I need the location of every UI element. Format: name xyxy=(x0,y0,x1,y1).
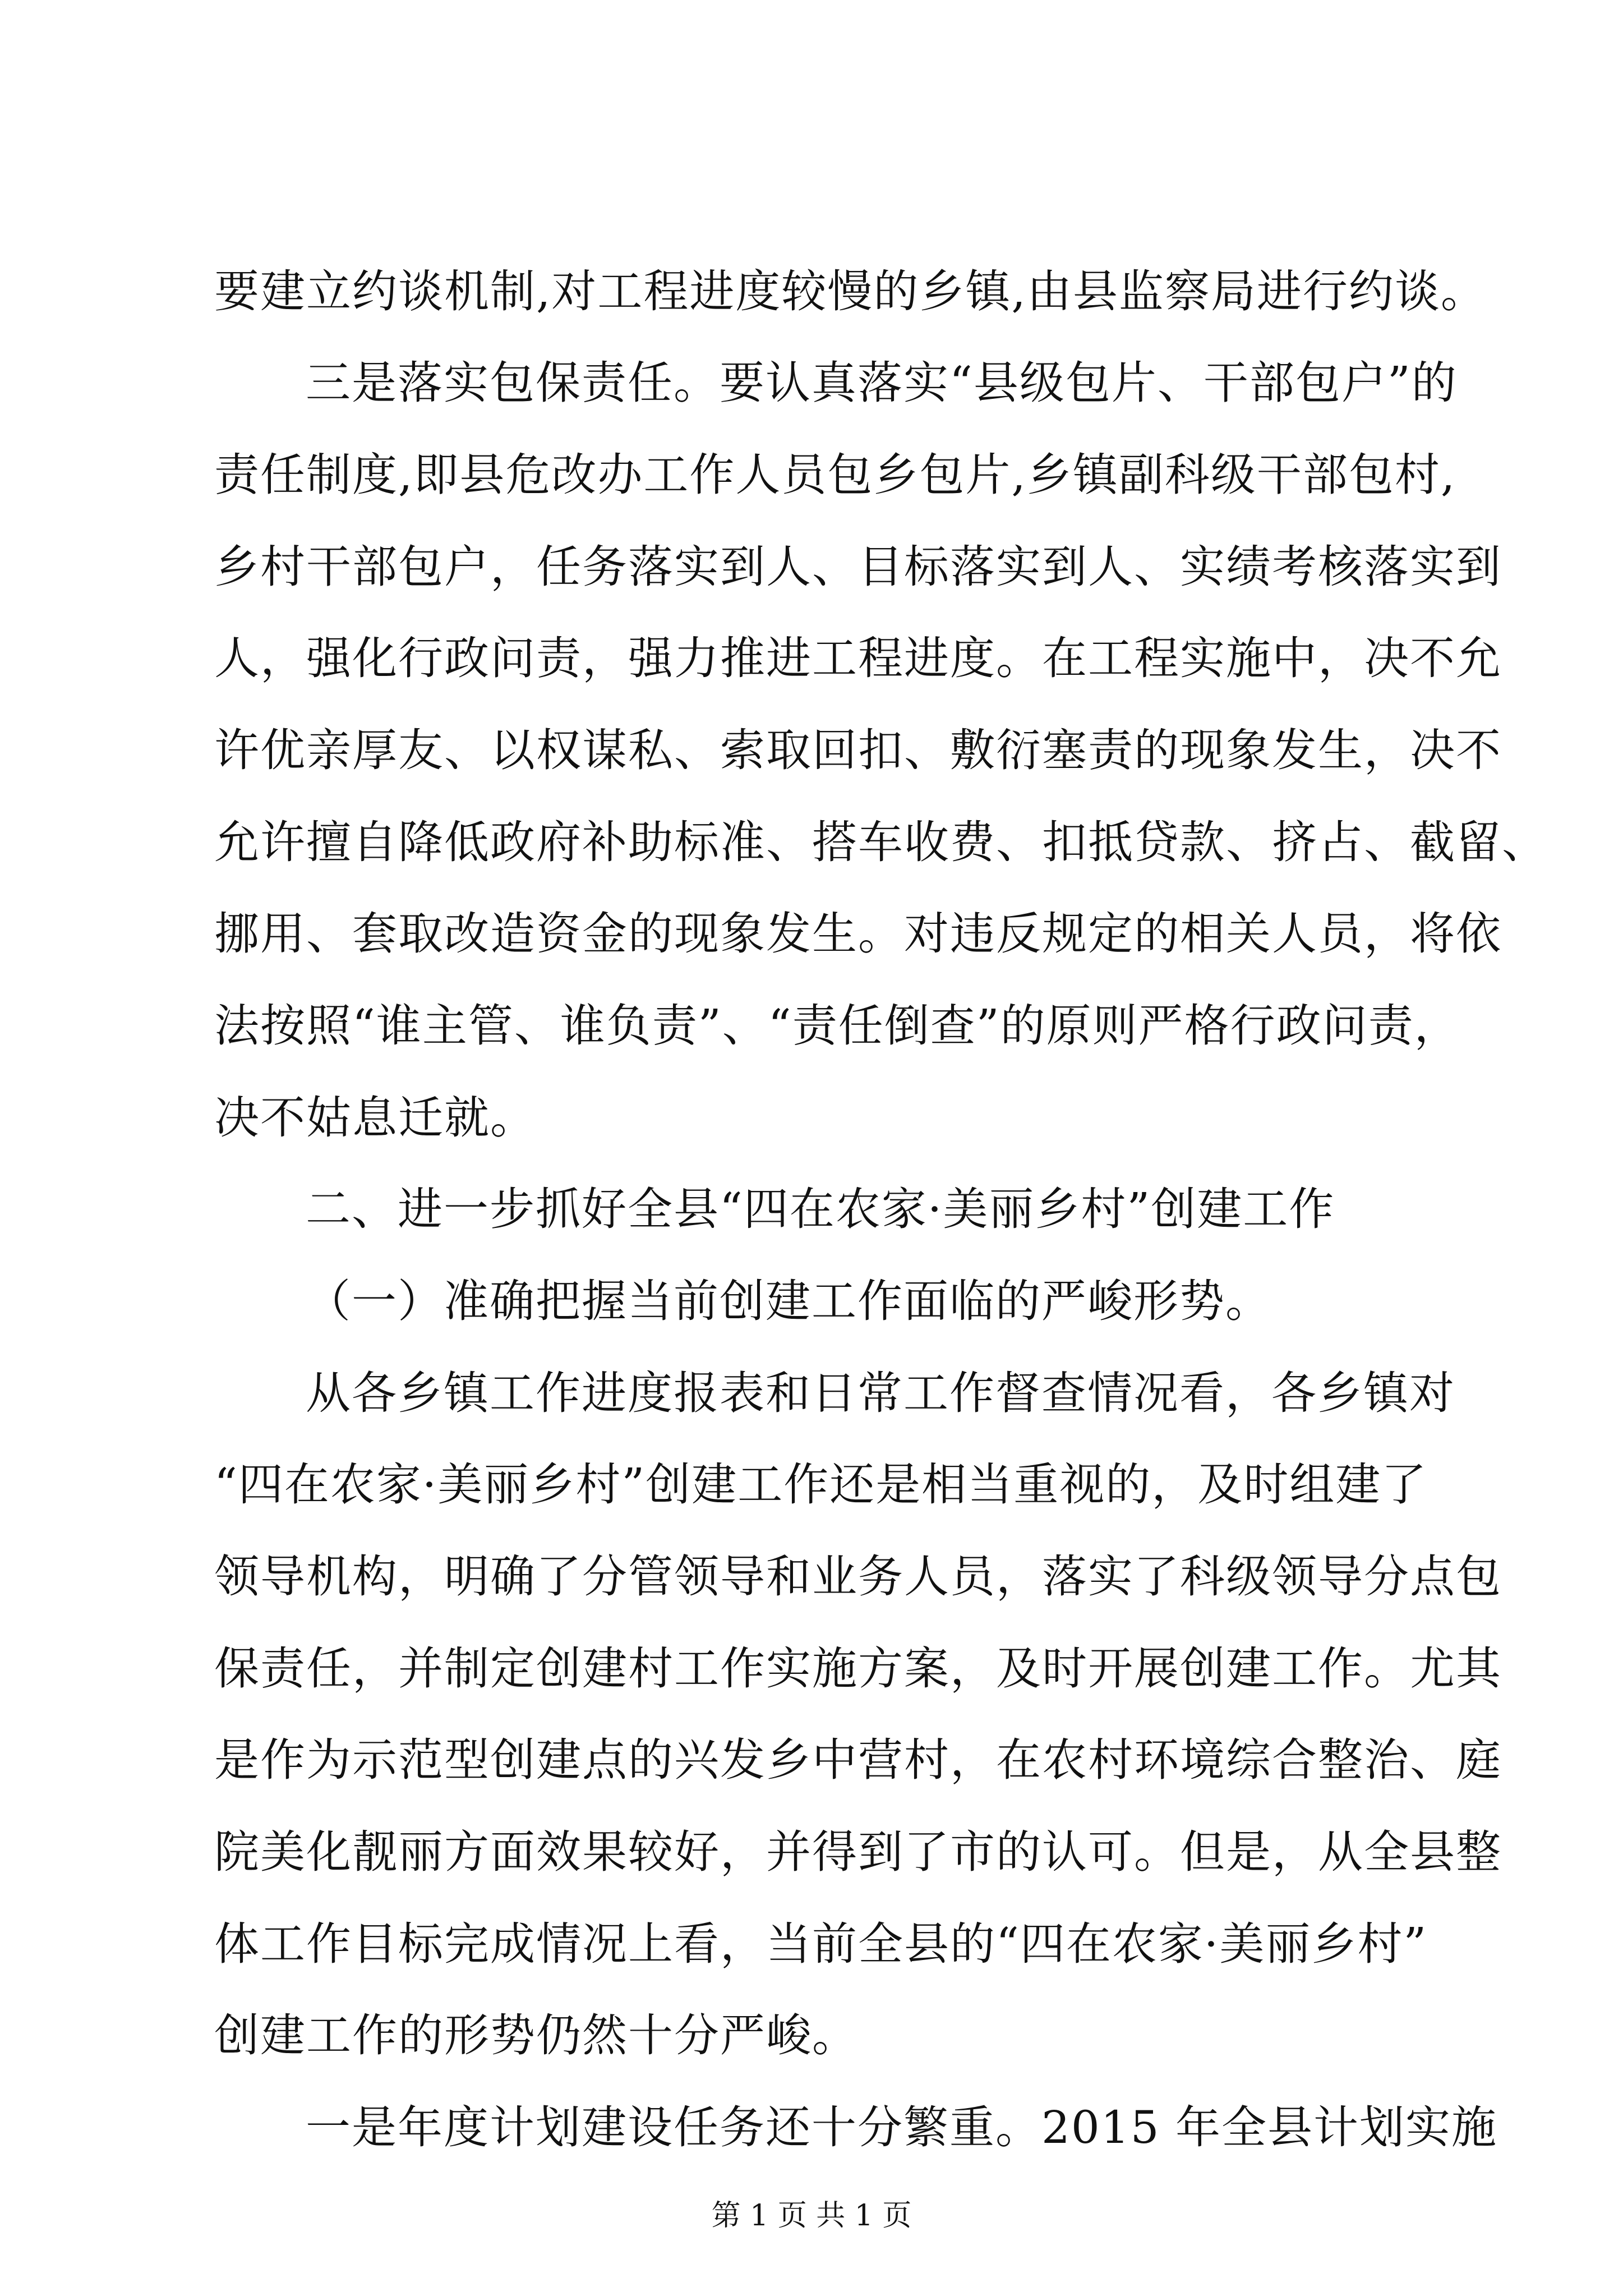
body-line: 允许擅自降低政府补助标准、搭车收费、扣抵贷款、挤占、截留、 xyxy=(214,816,1548,868)
body-line: 从各乡镇工作进度报表和日常工作督查情况看，各乡镇对 xyxy=(306,1367,1455,1419)
body-line: 一是年度计划建设任务还十分繁重。2015 年全县计划实施 xyxy=(306,2101,1498,2154)
subsection-heading: （一）准确把握当前创建工作面临的严峻形势。 xyxy=(306,1275,1271,1327)
body-line: 三是落实包保责任。要认真落实“县级包片、干部包户”的 xyxy=(306,357,1458,409)
body-line: 乡村干部包户，任务落实到人、目标落实到人、实绩考核落实到 xyxy=(214,541,1502,593)
body-line: 法按照“谁主管、谁负责”、“责任倒查”的原则严格行政问责， xyxy=(214,1000,1460,1052)
body-line: 责任制度,即县危改办工作人员包乡包片,乡镇副科级干部包村, xyxy=(214,449,1456,501)
body-line: 创建工作的形势仍然十分严峻。 xyxy=(214,2009,858,2062)
body-line: 许优亲厚友、以权谋私、索取回扣、敷衍塞责的现象发生，决不 xyxy=(214,724,1502,776)
body-line: 挪用、套取改造资金的现象发生。对违反规定的相关人员，将依 xyxy=(214,908,1502,960)
body-line: 领导机构，明确了分管领导和业务人员，落实了科级领导分点包 xyxy=(214,1550,1502,1603)
body-line: 人，强化行政问责，强力推进工程进度。在工程实施中，决不允 xyxy=(214,632,1502,684)
page-number-footer: 第 1 页 共 1 页 xyxy=(711,2199,912,2233)
body-line: 决不姑息迁就。 xyxy=(214,1092,536,1144)
body-line: “四在农家·美丽乡村”创建工作还是相当重视的，及时组建了 xyxy=(214,1458,1428,1511)
body-line: 是作为示范型创建点的兴发乡中营村，在农村环境综合整治、庭 xyxy=(214,1734,1502,1786)
body-line: 院美化靓丽方面效果较好，并得到了市的认可。但是，从全县整 xyxy=(214,1826,1502,1878)
body-line: 要建立约谈机制,对工程进度较慢的乡镇,由县监察局进行约谈。 xyxy=(214,265,1487,318)
body-line: 体工作目标完成情况上看，当前全县的“四在农家·美丽乡村” xyxy=(214,1918,1428,1970)
body-line: 保责任，并制定创建村工作实施方案，及时开展创建工作。尤其 xyxy=(214,1642,1502,1695)
section-heading: 二、进一步抓好全县“四在农家·美丽乡村”创建工作 xyxy=(306,1183,1335,1235)
